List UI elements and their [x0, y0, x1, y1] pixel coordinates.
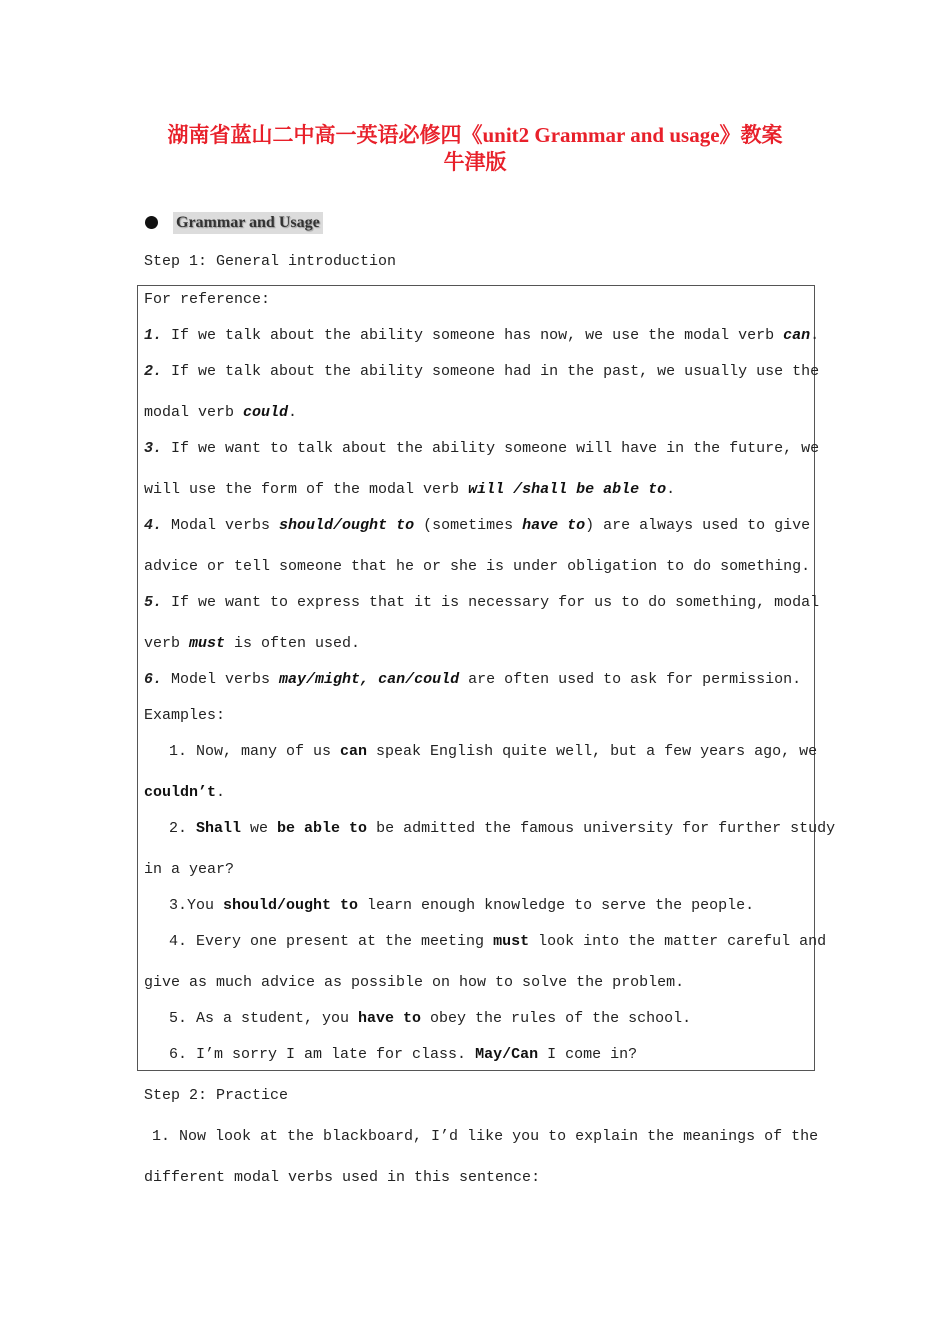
step1-heading: Step 1: General introduction: [144, 253, 397, 270]
reference-heading: For reference:: [144, 291, 271, 308]
example-6: [169, 1045, 637, 1065]
practice-text: Now look at the blackboard, I’d like you to explain the meanings of the: [170, 1128, 819, 1145]
rule-text: ) are always used to give: [585, 517, 811, 534]
practice-line-1: [152, 1127, 818, 1147]
rule-text: (sometimes: [414, 517, 523, 534]
rule-number: 3.: [144, 440, 163, 457]
rule-keyword: have to: [522, 517, 586, 534]
example-5: [169, 1009, 691, 1029]
rule-6: [144, 670, 801, 690]
rule-3-cont: [144, 480, 675, 500]
rule-text: Model verbs: [162, 671, 280, 688]
example-4-cont: give as much advice as possible on how to solve the problem.: [144, 974, 685, 991]
example-1: [169, 742, 817, 762]
rule-text: If we talk about the ability someone has now, we use the modal verb: [162, 327, 784, 344]
rule-keyword: may/might, can/could: [279, 671, 460, 688]
rule-text: If we want to talk about the ability someone will have in the future, we: [162, 440, 820, 457]
example-modal: have to: [358, 1010, 422, 1027]
example-modal: couldn’t: [144, 784, 217, 801]
rule-text: is often used.: [225, 635, 361, 652]
document-title: [60, 122, 890, 176]
rule-text: verb: [144, 635, 190, 652]
rule-text: If we talk about the ability someone had in the past, we usually use the: [162, 363, 820, 380]
rule-text: If we want to express that it is necessary for us to do something, modal: [162, 594, 820, 611]
example-modal: be able to: [277, 820, 368, 837]
section-heading-label: Grammar and Usage: [173, 212, 323, 234]
example-modal: should/ought to: [223, 897, 359, 914]
rule-number: 1.: [144, 327, 163, 344]
rule-number: 4.: [144, 517, 163, 534]
example-text: learn enough knowledge to serve the people.: [358, 897, 755, 914]
rule-keyword: could: [243, 404, 289, 421]
example-2: [169, 819, 835, 839]
example-text: obey the rules of the school.: [421, 1010, 692, 1027]
rule-3: [144, 439, 819, 459]
title-line-2: 牛津版: [443, 150, 507, 174]
rule-keyword: will /shall be able to: [468, 481, 667, 498]
examples-label: Examples:: [144, 707, 226, 724]
rule-4: [144, 516, 810, 536]
rule-number: 2.: [144, 363, 163, 380]
example-text: 1. Now, many of us: [169, 743, 341, 760]
example-text: speak English quite well, but a few years ago, we: [367, 743, 818, 760]
bullet-icon: [145, 216, 158, 229]
rule-number: 6.: [144, 671, 163, 688]
example-2-cont: in a year?: [144, 861, 235, 878]
rule-5-cont: [144, 634, 360, 654]
rule-text: Modal verbs: [162, 517, 280, 534]
rule-text: .: [666, 481, 676, 498]
example-modal: must: [493, 933, 530, 950]
rule-number: 5.: [144, 594, 163, 611]
rule-5: [144, 593, 819, 613]
example-4: [169, 932, 826, 952]
rule-text: are often used to ask for permission.: [459, 671, 802, 688]
example-modal: can: [340, 743, 368, 760]
example-text: 3.You: [169, 897, 224, 914]
practice-number: 1.: [152, 1128, 171, 1145]
example-text: .: [216, 784, 226, 801]
example-text: look into the matter careful and: [529, 933, 827, 950]
rule-text: .: [288, 404, 298, 421]
example-modal: Shall: [196, 820, 242, 837]
example-modal: May/Can: [475, 1046, 539, 1063]
example-text: I come in?: [538, 1046, 638, 1063]
rule-text: modal verb: [144, 404, 244, 421]
example-1-cont: [144, 783, 225, 803]
rule-2-cont: [144, 403, 297, 423]
example-text: 2.: [169, 820, 197, 837]
example-text: 6. I’m sorry I am late for class.: [169, 1046, 476, 1063]
rule-keyword: should/ought to: [279, 517, 415, 534]
rule-text: .: [810, 327, 820, 344]
example-text: we: [241, 820, 278, 837]
rule-4-cont: advice or tell someone that he or she is under obligation to do something.: [144, 558, 811, 575]
rule-1: [144, 326, 819, 346]
example-text: be admitted the famous university for further study: [367, 820, 836, 837]
example-text: 4. Every one present at the meeting: [169, 933, 494, 950]
example-text: 5. As a student, you: [169, 1010, 359, 1027]
example-3: [169, 896, 754, 916]
step2-heading: Step 2: Practice: [144, 1087, 289, 1104]
rule-text: will use the form of the modal verb: [144, 481, 469, 498]
rule-keyword: must: [189, 635, 226, 652]
title-line-1: 湖南省蓝山二中高一英语必修四《unit2 Grammar and usage》教案: [167, 123, 783, 147]
rule-2: [144, 362, 819, 382]
rule-keyword: can: [783, 327, 811, 344]
practice-line-2: different modal verbs used in this sentence:: [144, 1169, 541, 1186]
